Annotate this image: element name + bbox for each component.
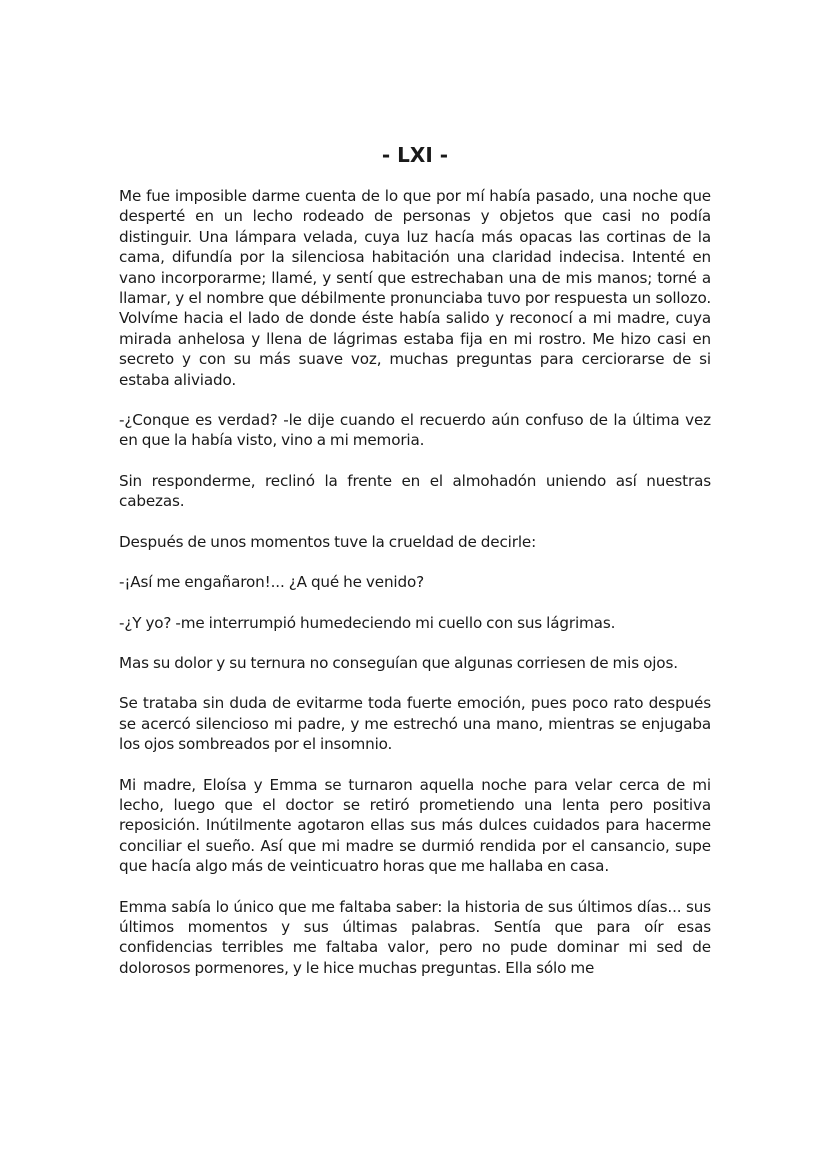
paragraph-10: Emma sabía lo único que me faltaba saber: la historia de sus últimos días... sus últimos momentos y sus últimas palabras. Sentía que para oír esas confidencias terribles me faltaba valor, pero no pude dominar mi sed de dolorosos pormenores, y le hice muchas preguntas. Ella sólo me: [119, 897, 711, 977]
paragraph-9: Mi madre, Eloísa y Emma se turnaron aquella noche para velar cerca de mi lecho, luego que el doctor se retiró prometiendo una lenta pero positiva reposición. Inútilmente agotaron ellas sus más dulces cuidados para hacerme conciliar el sueño. Así que mi madre se durmió rendida por el cansancio, supe que hacía algo más de veinticuatro horas que me hallaba en casa.: [119, 775, 711, 876]
paragraph-5: -¡Así me engañaron!... ¿A qué he venido?: [119, 573, 425, 592]
paragraph-2: -¿Conque es verdad? -le dije cuando el recuerdo aún confuso de la última vez en que la había visto, vino a mi memoria.: [119, 411, 711, 450]
chapter-title: - LXI -: [381, 143, 449, 167]
paragraph-1: Me fue imposible darme cuenta de lo que por mí había pasado, una noche que desperté en un lecho rodeado de personas y objetos que casi no podía distinguir. Una lámpara velada, cuya luz hacía más opacas las cortinas de la cama, difundía por la silenciosa habitación una claridad indecisa. Intenté en vano incorporarme; llamé, y sentí que estrechaban una de mis manos; torné a llamar, y el nombre que débilmente pronunciaba tuvo por respuesta un sollozo. Volvíme hacia el lado de donde éste había salido y reconocí a mi madre, cuya mirada anhelosa y llena de lágrimas estaba fija en mi rostro. Me hizo casi en secreto y con su más suave voz, muchas preguntas para cerciorarse de si estaba aliviado.: [119, 187, 711, 389]
paragraph-7: Mas su dolor y su ternura no conseguían que algunas corriesen de mis ojos.: [119, 653, 678, 672]
paragraph-3: Sin responderme, reclinó la frente en el almohadón uniendo así nuestras cabezas.: [119, 471, 711, 511]
paragraph-8: Se trataba sin duda de evitarme toda fuerte emoción, pues poco rato después se acercó silencioso mi padre, y me estrechó una mano, mientras se enjugaba los ojos sombreados por el insomnio.: [119, 694, 711, 754]
document-page: [119, 142, 711, 998]
paragraph-4: Después de unos momentos tuve la crueldad de decirle:: [119, 532, 537, 551]
paragraph-6: -¿Y yo? -me interrumpió humedeciendo mi cuello con sus lágrimas.: [119, 613, 616, 632]
